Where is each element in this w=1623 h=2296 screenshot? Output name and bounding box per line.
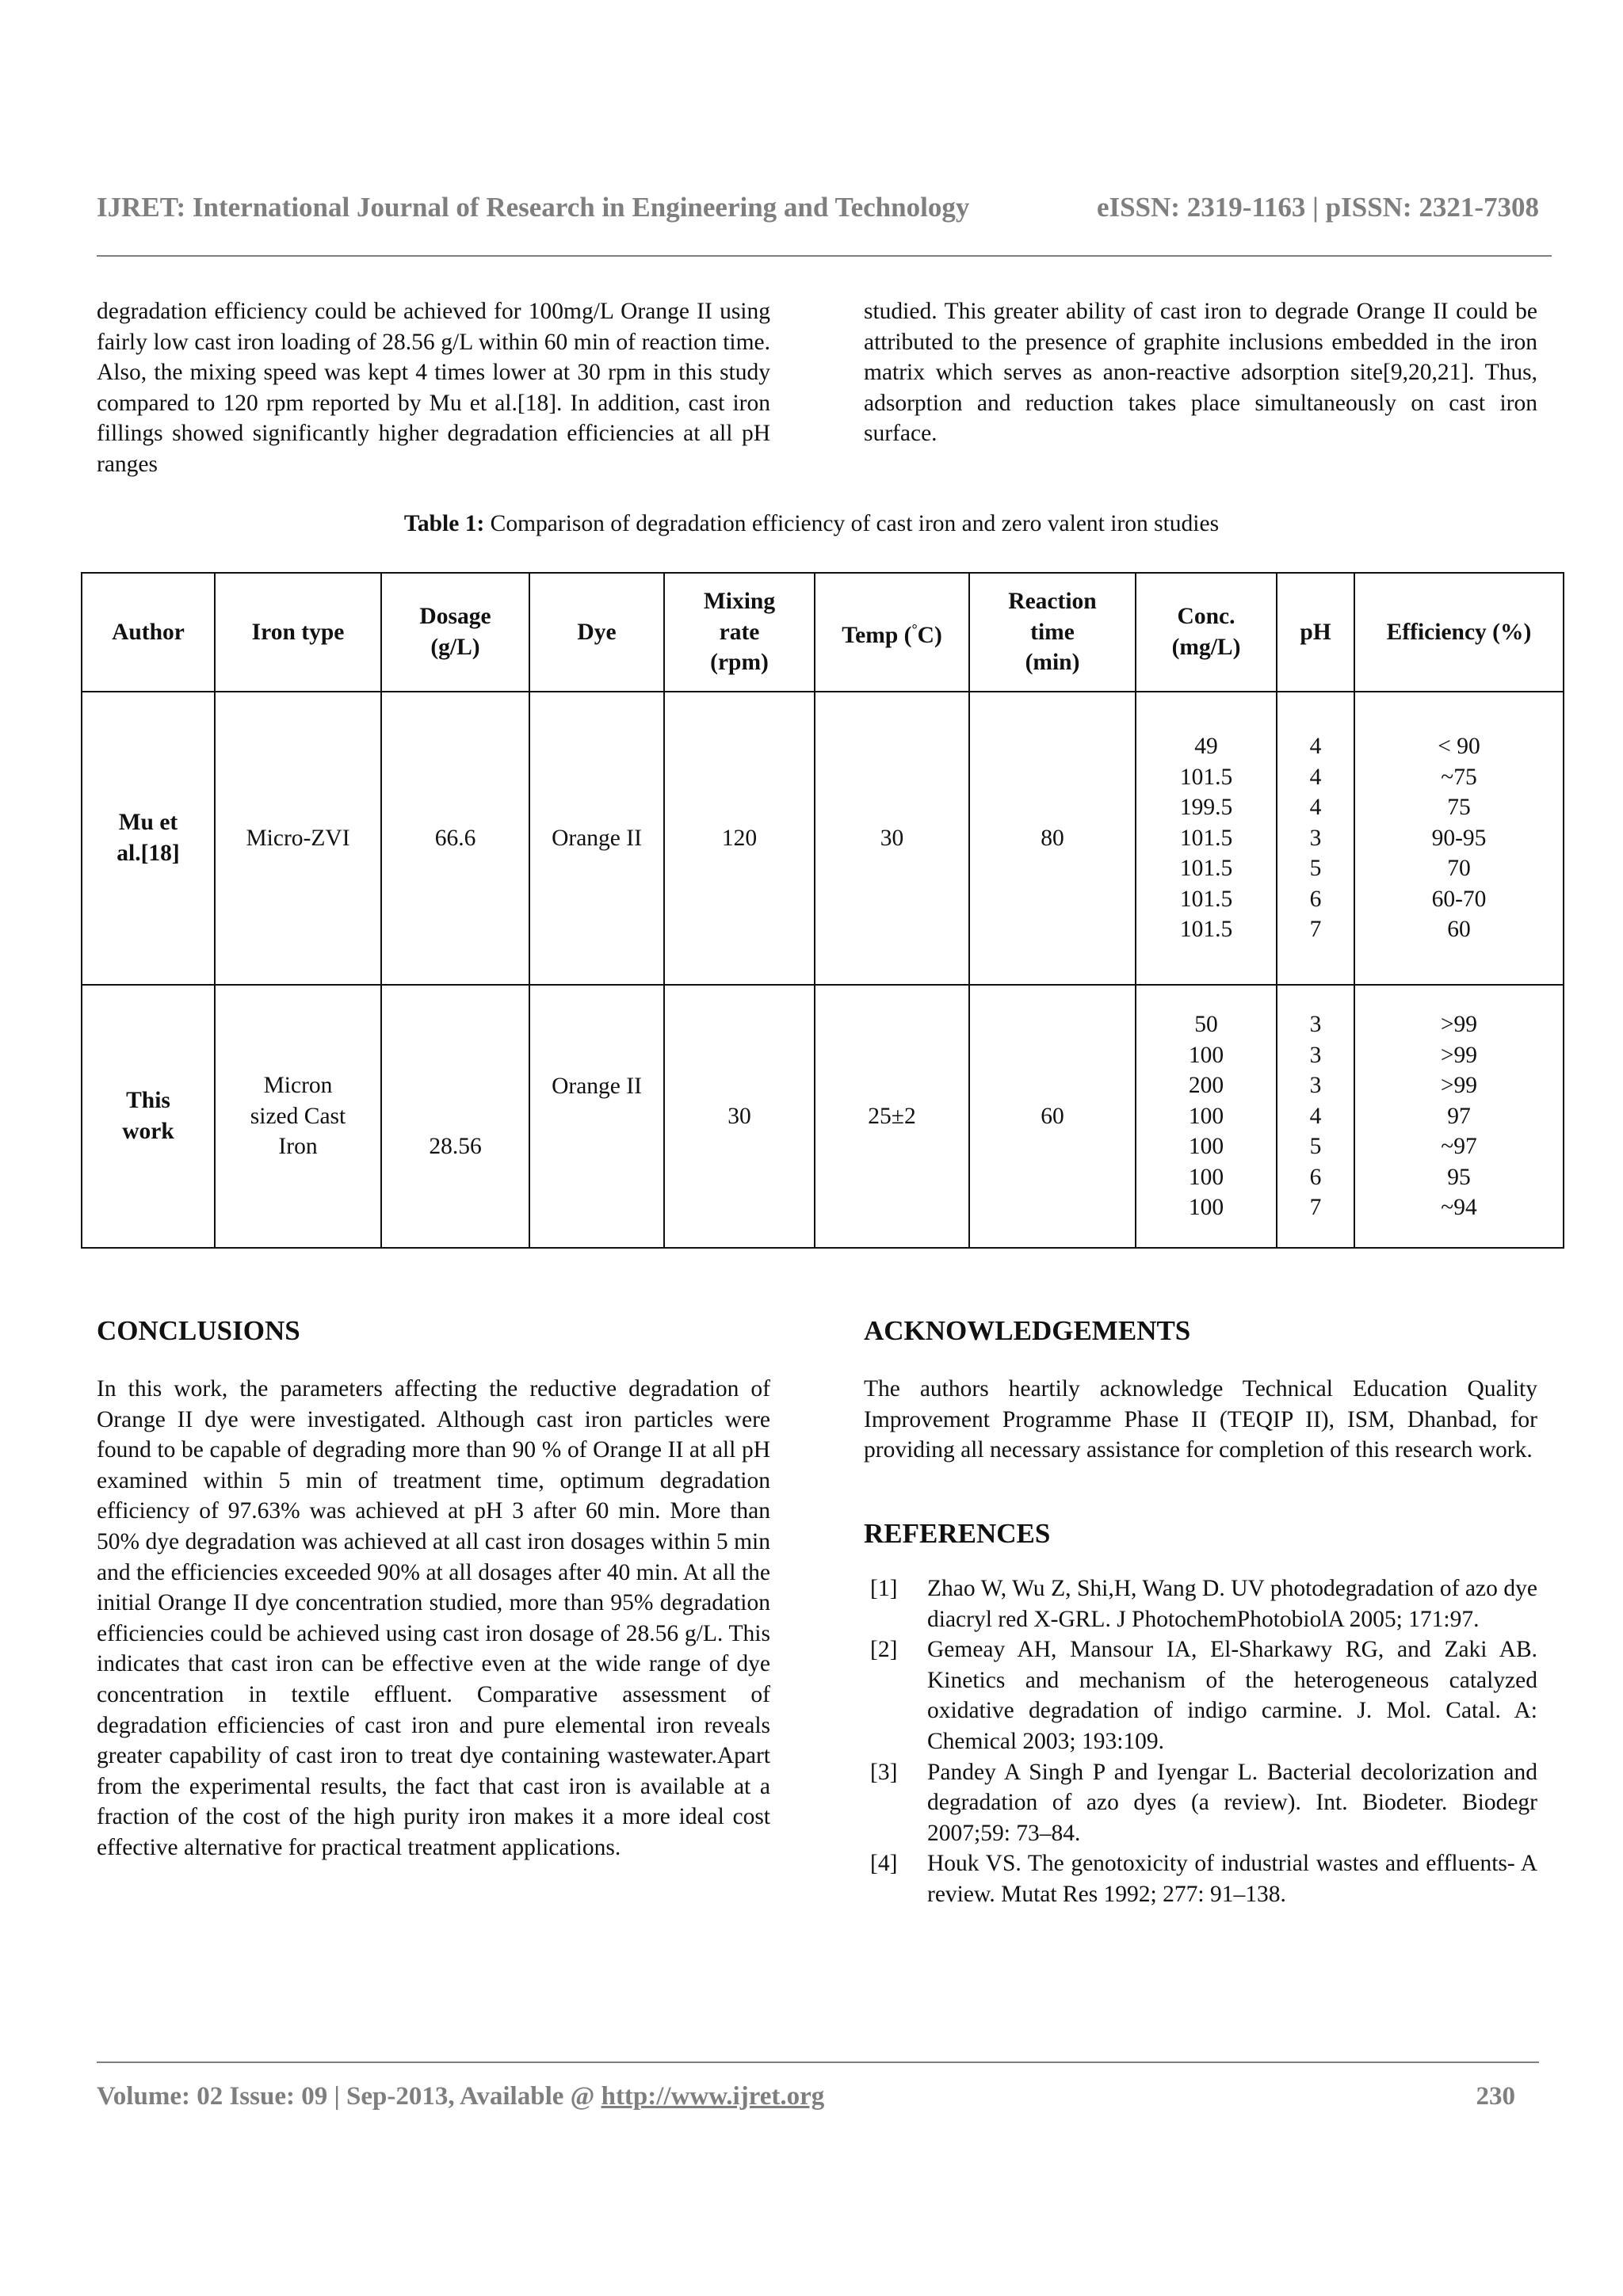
cell-mixing: 120 [664, 692, 815, 985]
header-dye: Dye [529, 573, 664, 692]
cell-dosage: 28.56 [381, 985, 529, 1248]
cell-dye: Orange II [529, 985, 664, 1248]
table-caption-label: Table 1: [403, 511, 485, 536]
acknowledgements-section [864, 1315, 1537, 1466]
conclusions-heading: CONCLUSIONS [97, 1315, 300, 1346]
cell-iron-type: Micro-ZVI [215, 692, 381, 985]
header-efficiency: Efficiency (%) [1354, 573, 1564, 692]
intro-left-text: degradation efficiency could be achieved for 100mg/L Orange II using fairly low cast iron loading of 28.56 g/L within 60 min of reaction time. Also, the mixing speed was kept 4 times lower at 30 rpm in this study compared to 120 rpm reported by Mu et al.[18]. In addition, cast iron fillings showed significantly higher degradation efficiencies at all pH ranges [97, 299, 770, 477]
cell-temp: 30 [815, 692, 969, 985]
header-conc: Conc. (mg/L) [1136, 573, 1277, 692]
page-number: 230 [1476, 2082, 1515, 2111]
header-dosage: Dosage (g/L) [381, 573, 529, 692]
reference-text: Pandey A Singh P and Iyengar L. Bacterial decolorization and degradation of azo dyes (a review). Int. Biodeter. Biodegr 2007;59: 73–84. [927, 1759, 1537, 1846]
journal-title: IJRET: International Journal of Research in Engineering and Technology [97, 192, 970, 223]
cell-author: This work [82, 985, 215, 1248]
reference-number: [4] [870, 1851, 898, 1877]
header-ph: pH [1277, 573, 1354, 692]
conclusions-section [97, 1315, 770, 1863]
cell-time: 60 [969, 985, 1136, 1248]
header-rule [97, 255, 1552, 257]
cell-temp: 25±2 [815, 985, 969, 1248]
table-caption [0, 511, 1623, 537]
cell-time: 80 [969, 692, 1136, 985]
header-reaction-time: Reaction time (min) [969, 573, 1136, 692]
reference-text: Gemeay AH, Mansour IA, El-Sharkawy RG, and Zaki AB. Kinetics and mechanism of the heterogeneous catalyzed oxidative degradation of indigo carmine. J. Mol. Catal. A: Chemical 2003; 193:109. [927, 1637, 1537, 1754]
reference-item [864, 1573, 1537, 1634]
cell-conc: 49 101.5 199.5 101.5 101.5 101.5 101.5 [1136, 692, 1277, 985]
table-caption-text: Comparison of degradation efficiency of cast iron and zero valent iron studies [484, 511, 1220, 536]
reference-text: Houk VS. The genotoxicity of industrial wastes and effluents- A review. Mutat Res 1992; 277: 91–138. [927, 1851, 1537, 1907]
cell-efficiency: >99 >99 >99 97 ~97 95 ~94 [1354, 985, 1564, 1248]
reference-item [864, 1634, 1537, 1756]
reference-text: Zhao W, Wu Z, Shi,H, Wang D. UV photodegradation of azo dye diacryl red X-GRL. J PhotochemPhotobiolA 2005; 171:97. [927, 1576, 1537, 1632]
references-heading: REFERENCES [864, 1518, 1051, 1549]
cell-ph: 4 4 4 3 5 6 7 [1277, 692, 1354, 985]
table-row [82, 985, 1564, 1248]
header-mixing-rate: Mixing rate (rpm) [664, 573, 815, 692]
header-temp: Temp (°C) [815, 573, 969, 692]
acknowledgements-body: The authors heartily acknowledge Technical Education Quality Improvement Programme Phase II (TEQIP II), ISM, Dhanbad, for providing all necessary assistance for completion of this research work. [864, 1376, 1537, 1463]
running-footer [97, 2082, 1515, 2111]
cell-iron-type: Micron sized Cast Iron [215, 985, 381, 1248]
conclusions-body: In this work, the parameters affecting the reductive degradation of Orange II dye were investigated. Although cast iron particles were found to be capable of degrading more than 90 % of Orange II at all pH examined within 5 min of treatment time, optimum degradation efficiency of 97.63% was achieved at pH 3 after 60 min. More than 50% dye degradation was achieved at all cast iron dosages within 5 min and the efficiencies exceeded 90% at all dosages after 40 min. At all the initial Orange II dye concentration studied, more than 95% degradation efficiencies could be achieved using cast iron dosage of 28.56 g/L. This indicates that cast iron can be effective even at the wide range of dye concentration in textile effluent. Comparative assessment of degradation efficiencies of cast iron and pure elemental iron reveals greater capability of cast iron to treat dye containing wastewater.Apart from the experimental results, the fact that cast iron is available at a fraction of the cost of the high purity iron makes it a more ideal cost effective alternative for practical treatment applications. [97, 1376, 770, 1860]
references-list [864, 1573, 1537, 1910]
cell-conc: 50 100 200 100 100 100 100 [1136, 985, 1277, 1248]
reference-number: [2] [870, 1637, 898, 1663]
cell-dosage: 66.6 [381, 692, 529, 985]
running-header [97, 192, 1539, 223]
reference-item [864, 1848, 1537, 1909]
intro-right-column [864, 296, 1537, 449]
cell-ph: 3 3 3 4 5 6 7 [1277, 985, 1354, 1248]
reference-number: [3] [870, 1759, 898, 1785]
reference-item [864, 1757, 1537, 1849]
conclusions-body-wrap [97, 1374, 770, 1863]
header-author: Author [82, 573, 215, 692]
reference-number: [1] [870, 1576, 898, 1601]
cell-mixing: 30 [664, 985, 815, 1248]
intro-left-column [97, 296, 770, 480]
cell-dye: Orange II [529, 692, 664, 985]
header-iron-type: Iron type [215, 573, 381, 692]
footer-volume: Volume: 02 Issue: 09 | Sep-2013, Available @ http://www.ijret.org [97, 2082, 825, 2111]
table-row [82, 692, 1564, 985]
issn-info: eISSN: 2319-1163 | pISSN: 2321-7308 [1096, 192, 1539, 223]
journal-link[interactable]: http://www.ijret.org [601, 2082, 825, 2111]
comparison-table [81, 572, 1564, 1249]
footer-rule [97, 2061, 1539, 2063]
cell-author: Mu et al.[18] [82, 692, 215, 985]
references-section [864, 1518, 1537, 1910]
acknowledgements-body-wrap [864, 1374, 1537, 1466]
acknowledgements-heading: ACKNOWLEDGEMENTS [864, 1315, 1191, 1346]
cell-efficiency: < 90 ~75 75 90-95 70 60-70 60 [1354, 692, 1564, 985]
table-header-row [82, 573, 1564, 692]
intro-right-text: studied. This greater ability of cast iron to degrade Orange II could be attributed to the presence of graphite inclusions embedded in the iron matrix which serves as anon-reactive adsorption site[9,20,21]. Thus, adsorption and reduction takes place simultaneously on cast iron surface. [864, 299, 1537, 447]
